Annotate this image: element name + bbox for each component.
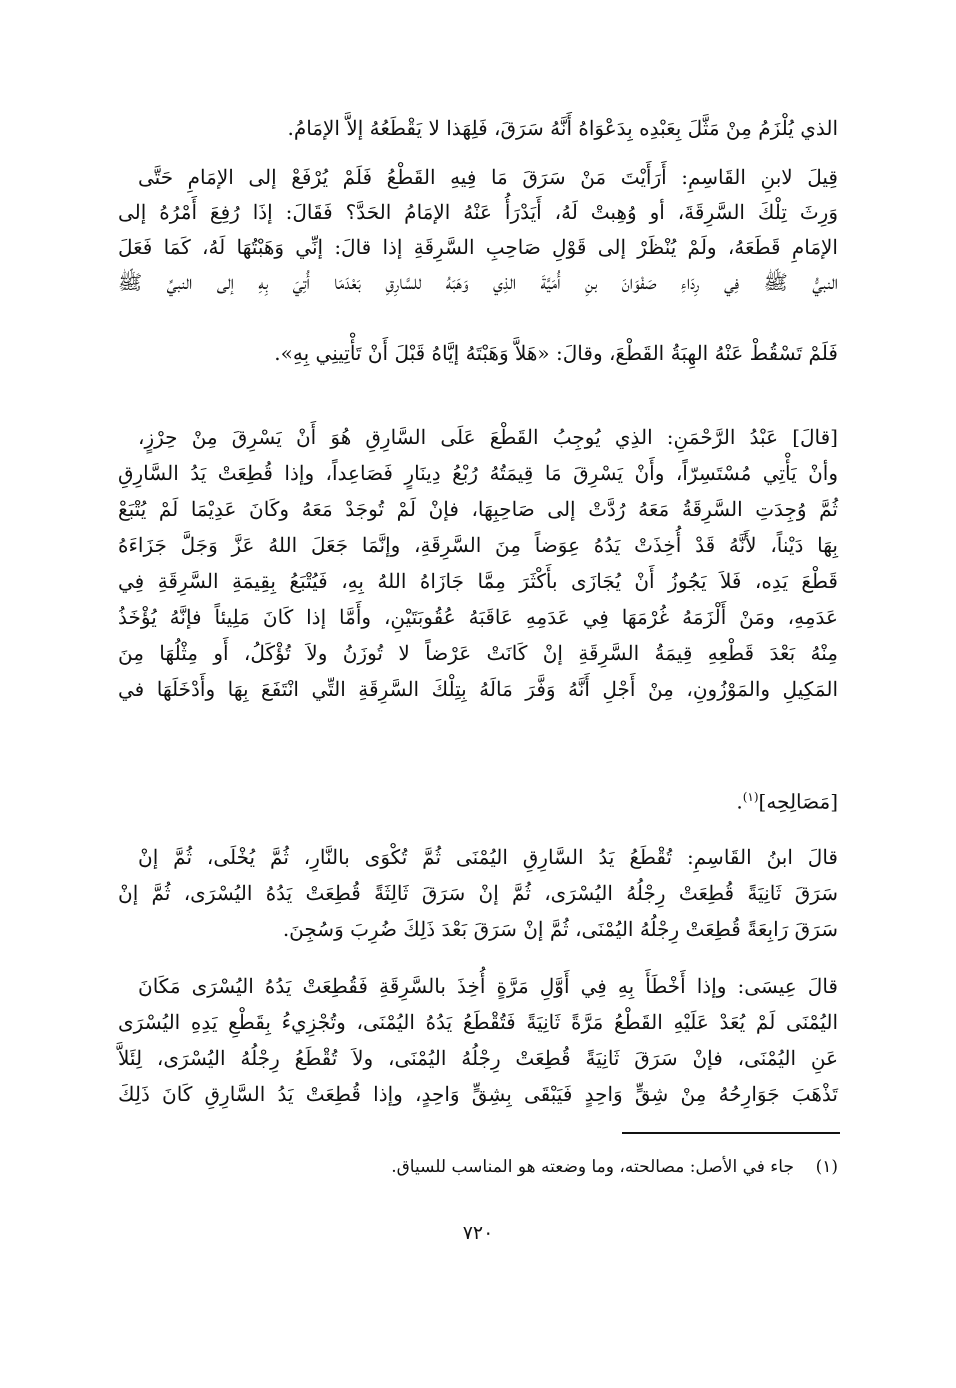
text-line: فَلَمْ تَسْقُطْ عَنْهُ الهِبَةُ القَطْعَ، وقالَ: «هَلاَّ وَهَبْتَهُ إيَّاهُ قَبْلَ أَنْ تَأْتِينِي بِهِ». xyxy=(274,341,838,365)
footnote-ref[interactable]: (١) xyxy=(742,790,759,804)
text-line: تَذْهَبَ جَوَارِحُهُ مِنْ شِقٍّ وَاحِدٍ فَيَبْقَى بِشِقٍّ وَاحِدٍ، وإذا قُطِعَتْ يَدُ السَّارِقِ كَانَ ذَلِكَ xyxy=(118,1082,838,1106)
bracketed-word: [مَصَالِحِه] xyxy=(758,789,838,814)
text-line: وَرِثَ تِلْكَ السَّرِقَةَ، أو وُهِبتْ لَهُ، أَيَدْرَأُ عَنْهُ الإمَامُ الحَدَّ؟ فَقَالَ: إذَا رُفِعَ أَمْرُهُ إلى xyxy=(118,200,838,224)
text-line: قالَ ابنُ القَاسِمِ: تُقْطَعُ يَدُ السَّارِقِ اليُمْنَى ثُمَّ تُكْوَى بالنَّارِ، ثُمَّ يُخْلَى، ثُمَّ إنْ xyxy=(138,845,838,869)
text-line: قَطْعَ يَدِه، فَلاَ يَجُوزُ أَنْ يُجَازَى بأَكْثَرَ مِمَّا جَازَاهُ اللهُ بِهِ، فَيُتْبَعُ بِقِيمَةِ السَّرِقَةِ فِي xyxy=(118,569,838,593)
text-line: الذي يُلْزَمُ مِنْ مَثَّلَ بِعَبْدِه بِدَعْوَاهُ أَنَّهُ سَرَقَ، فَلِهَذا لا يَقْطَعُهُ إلاَّ الإمَامُ. xyxy=(287,116,838,140)
text-line: الإمَامِ قَطَعَهُ، ولَمْ يُنْظَرْ إلى قَوْلِ صَاحِبِ السَّرِقَةِ إذا قالَ: إنِّي وَهَبْتُهَا لَهُ، كَمَا فَعَلَ xyxy=(118,235,838,259)
text-line: قِيلَ لابنِ القَاسِمِ: أَرَأَيْتَ مَنْ سَرَقَ مَا فِيهِ القَطْعُ فَلَمْ يُرْفَعْ إلى الإمَامِ حَتَّى xyxy=(138,165,838,189)
text-line: ثُمَّ وُجِدَتِ السَّرِقَةُ مَعَهُ رُدَّتْ إلى صَاحِبِهَا، فإنْ لَمْ تُوجَدْ مَعَهُ وكَانَ عَدِيْمَا لَمْ يُتْبَعْ xyxy=(118,497,838,521)
period: . xyxy=(736,789,743,814)
page-number: ٧٢٠ xyxy=(462,1222,494,1244)
text-line: النبيُّ ﷺ فِي رِدَاءِ صَفْوَانَ بنِ أُمَيَّةَ الذِي وَهَبَهُ للسَّارِقِ بَعْدَمَا أُتِيَ بِهِ إلى النبيِّ ﷺ xyxy=(118,270,838,294)
text-line: اليُمْنَى لَمْ يُعَدْ عَلَيْهِ القَطْعُ مَرَّةً ثَانِيَةً فَتُقْطَعُ يَدُهُ اليُمْنَى، وتُجْزِيءُ بِقَطْعِ يَدِهِ اليُسْرَى xyxy=(118,1010,838,1034)
text-line: سَرَقَ ثَانِيَةً قُطِعَتْ رِجْلُهُ اليُسْرَى، ثُمَّ إنْ سَرَقَ ثَالِثَةً قُطِعَتْ يَدُهُ اليُسْرَى، ثُمَّ إنْ xyxy=(118,881,838,905)
footnote xyxy=(391,1153,838,1181)
text-line xyxy=(118,782,838,817)
text-line: سَرَقَ رَابِعَةً قُطِعَتْ رِجْلُهُ اليُمْنَى، ثُمَّ إنْ سَرَقَ بَعْدَ ذَلِكَ ضُرِبَ وَسُجِنَ. xyxy=(282,917,838,941)
text-line: عَنِ اليُمْنَى، فإنْ سَرَقَ ثَانِيَةً قُطِعَتْ رِجْلُهُ اليُمْنَى، ولاَ تُقْطَعُ رِجْلُهُ اليُسْرَى، لِئَلاَّ xyxy=(118,1046,838,1070)
footnote-text: جاء في الأصل: مصالحته، وما وضعته هو المناسب للسياق. xyxy=(391,1157,794,1177)
text-line: بِهَا دَيْناً، لأَنَّهُ قَدْ أُخِذَتْ يَدُهُ عِوَضاً مِنَ السَّرِقَةِ، وإنَّمَا جَعَلَ اللهُ عَزَّ وَجَلَّ جَزَاءَهُ xyxy=(118,533,838,557)
text-line: عَدَمِهِ، ومَنْ أَلْزَمَهُ غُرْمَهَا فِي عَدَمِهِ عَاقَبَهُ عُقُوبَتَيْنِ، وأَمَّا إذا كَانَ مَلِيئاً فإنَّهُ يُؤْخَذُ xyxy=(118,605,838,629)
text-line: المَكِيلِ والمَوْزُونِ، مِنْ أَجْلِ أَنَّهُ وَفَّرَ مَالَهُ بِتِلْكَ السَّرِقَةِ التِّي انْتَفَعَ بِهَا وأَدْخَلَهَا في xyxy=(118,677,838,701)
footnote-separator xyxy=(622,1132,840,1134)
text-line: وأنْ يَأْتِي مُسْتَسِرّاً، وأَنْ يَسْرِقَ مَا قِيمَتُهُ رُبْعُ دِينَارٍ فَصَاعِداً، وإذا قُطِعَتْ يَدُ السَّارِقِ xyxy=(118,461,838,485)
text-line: مِنْهُ بَعْدَ قَطْعِهِ قِيمَةُ السَّرِقَةِ إنْ كَانَتْ عَرْضاً لا تُوزَنُ ولاَ تُؤْكَلُ، أَو مِثْلُهَا مِنَ xyxy=(118,641,838,665)
text-line: قالَ عِيسَى: وإذا أَخْطَأَ بِهِ فِي أَوَّلِ مَرَّةٍ أُخِذَ بالسَّرِقَةِ فَقُطِعَتْ يَدُهُ اليُسْرَى مَكَانَ xyxy=(138,974,838,998)
text-line: [قالَ] عَبْدُ الرَّحْمَنِ: الذِي يُوجِبُ القَطْعَ عَلَى السَّارِقِ هُوَ أَنْ يَسْرِقَ مِنْ حِرْزٍ، xyxy=(138,425,838,449)
footnote-number: (١) xyxy=(815,1157,838,1177)
